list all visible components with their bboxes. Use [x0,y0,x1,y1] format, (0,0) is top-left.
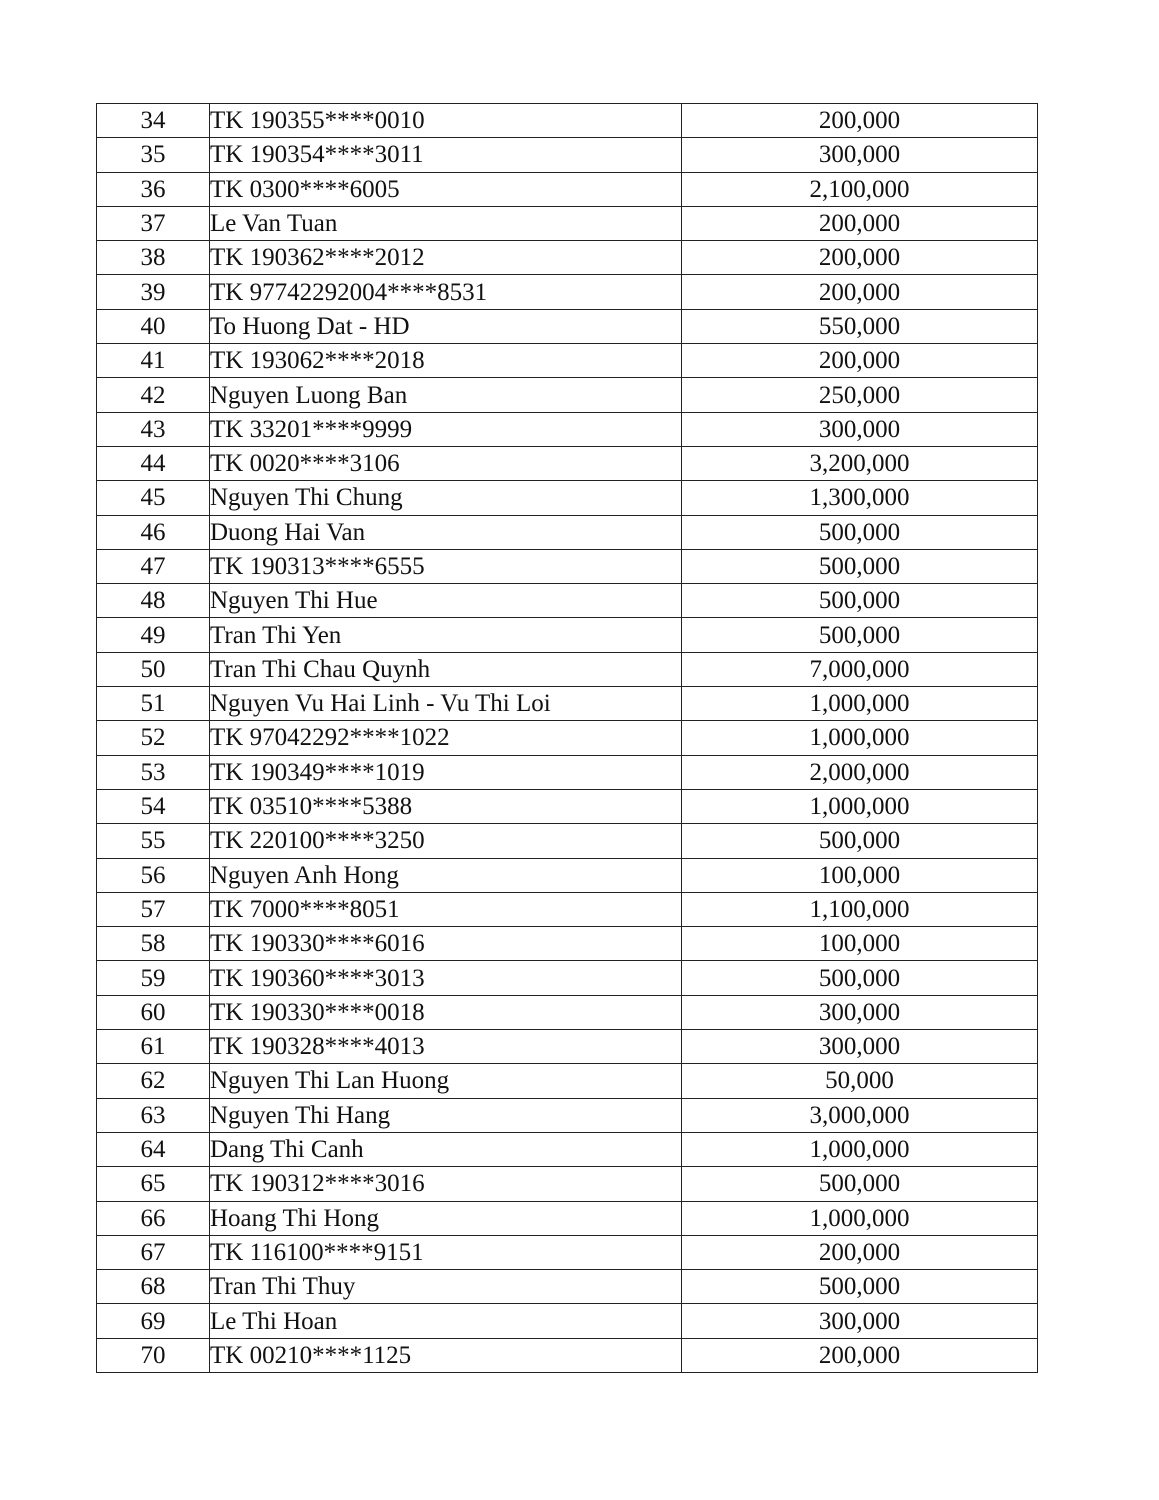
row-number-cell: 62 [97,1064,210,1098]
row-number-cell: 39 [97,275,210,309]
table-row [97,584,1038,618]
amount-cell: 50,000 [682,1064,1038,1098]
amount-cell: 300,000 [682,1304,1038,1338]
donor-name-cell: Duong Hai Van [210,515,682,549]
donor-name-cell: TK 97042292****1022 [210,721,682,755]
row-number-cell: 55 [97,824,210,858]
row-number-cell: 50 [97,652,210,686]
amount-cell: 500,000 [682,824,1038,858]
donor-name-cell: Tran Thi Chau Quynh [210,652,682,686]
donor-name-cell: Le Van Tuan [210,206,682,240]
table-row [97,309,1038,343]
donor-name-cell: Nguyen Thi Lan Huong [210,1064,682,1098]
donor-name-cell: Nguyen Anh Hong [210,858,682,892]
row-number-cell: 34 [97,104,210,138]
donor-name-cell: TK 97742292004****8531 [210,275,682,309]
table-row [97,1235,1038,1269]
donor-name-cell: TK 190355****0010 [210,104,682,138]
row-number-cell: 46 [97,515,210,549]
amount-cell: 300,000 [682,1030,1038,1064]
table-row [97,138,1038,172]
donor-name-cell: TK 7000****8051 [210,892,682,926]
donor-name-cell: TK 190330****0018 [210,995,682,1029]
row-number-cell: 54 [97,789,210,823]
row-number-cell: 58 [97,927,210,961]
donor-name-cell: To Huong Dat - HD [210,309,682,343]
donor-name-cell: TK 220100****3250 [210,824,682,858]
donor-name-cell: TK 0020****3106 [210,446,682,480]
table-row [97,1030,1038,1064]
donor-name-cell: TK 33201****9999 [210,412,682,446]
row-number-cell: 45 [97,481,210,515]
table-row [97,241,1038,275]
table-row [97,549,1038,583]
table-row [97,1167,1038,1201]
table-row [97,206,1038,240]
table-row [97,412,1038,446]
amount-cell: 250,000 [682,378,1038,412]
donor-name-cell: Tran Thi Yen [210,618,682,652]
table-row [97,824,1038,858]
amount-cell: 3,000,000 [682,1098,1038,1132]
donor-name-cell: TK 190313****6555 [210,549,682,583]
donor-name-cell: TK 03510****5388 [210,789,682,823]
table-row [97,995,1038,1029]
amount-cell: 1,000,000 [682,789,1038,823]
row-number-cell: 43 [97,412,210,446]
row-number-cell: 51 [97,687,210,721]
amount-cell: 200,000 [682,241,1038,275]
donor-name-cell: Hoang Thi Hong [210,1201,682,1235]
amount-cell: 7,000,000 [682,652,1038,686]
donation-table-body [97,104,1038,1373]
table-row [97,1270,1038,1304]
table-row [97,1064,1038,1098]
table-row [97,515,1038,549]
donor-name-cell: TK 190354****3011 [210,138,682,172]
donor-name-cell: TK 116100****9151 [210,1235,682,1269]
donation-table [96,103,1038,1373]
row-number-cell: 52 [97,721,210,755]
table-row [97,1304,1038,1338]
amount-cell: 1,300,000 [682,481,1038,515]
donor-name-cell: Nguyen Luong Ban [210,378,682,412]
row-number-cell: 56 [97,858,210,892]
donor-name-cell: Dang Thi Canh [210,1132,682,1166]
amount-cell: 200,000 [682,275,1038,309]
amount-cell: 200,000 [682,1235,1038,1269]
table-row [97,344,1038,378]
table-row [97,721,1038,755]
amount-cell: 3,200,000 [682,446,1038,480]
donor-name-cell: Nguyen Thi Hue [210,584,682,618]
donor-name-cell: TK 190349****1019 [210,755,682,789]
amount-cell: 200,000 [682,104,1038,138]
table-row [97,892,1038,926]
amount-cell: 500,000 [682,961,1038,995]
table-row [97,1201,1038,1235]
donor-name-cell: TK 190360****3013 [210,961,682,995]
table-row [97,1338,1038,1372]
row-number-cell: 38 [97,241,210,275]
table-row [97,172,1038,206]
row-number-cell: 61 [97,1030,210,1064]
amount-cell: 100,000 [682,858,1038,892]
table-row [97,927,1038,961]
row-number-cell: 64 [97,1132,210,1166]
table-row [97,481,1038,515]
amount-cell: 100,000 [682,927,1038,961]
donor-name-cell: TK 00210****1125 [210,1338,682,1372]
row-number-cell: 59 [97,961,210,995]
table-row [97,652,1038,686]
amount-cell: 200,000 [682,1338,1038,1372]
row-number-cell: 42 [97,378,210,412]
row-number-cell: 66 [97,1201,210,1235]
amount-cell: 2,100,000 [682,172,1038,206]
row-number-cell: 70 [97,1338,210,1372]
table-row [97,789,1038,823]
row-number-cell: 47 [97,549,210,583]
row-number-cell: 41 [97,344,210,378]
table-row [97,1098,1038,1132]
amount-cell: 500,000 [682,549,1038,583]
amount-cell: 1,000,000 [682,1201,1038,1235]
row-number-cell: 69 [97,1304,210,1338]
row-number-cell: 35 [97,138,210,172]
amount-cell: 500,000 [682,515,1038,549]
row-number-cell: 68 [97,1270,210,1304]
amount-cell: 500,000 [682,1167,1038,1201]
donor-name-cell: TK 0300****6005 [210,172,682,206]
amount-cell: 200,000 [682,206,1038,240]
row-number-cell: 57 [97,892,210,926]
table-row [97,275,1038,309]
amount-cell: 200,000 [682,344,1038,378]
donor-name-cell: Nguyen Vu Hai Linh - Vu Thi Loi [210,687,682,721]
amount-cell: 2,000,000 [682,755,1038,789]
donor-name-cell: TK 190362****2012 [210,241,682,275]
donor-name-cell: Nguyen Thi Hang [210,1098,682,1132]
table-row [97,858,1038,892]
table-row [97,446,1038,480]
amount-cell: 1,000,000 [682,1132,1038,1166]
donor-name-cell: Tran Thi Thuy [210,1270,682,1304]
amount-cell: 550,000 [682,309,1038,343]
table-row [97,961,1038,995]
amount-cell: 500,000 [682,584,1038,618]
donor-name-cell: TK 190330****6016 [210,927,682,961]
row-number-cell: 53 [97,755,210,789]
amount-cell: 300,000 [682,412,1038,446]
row-number-cell: 60 [97,995,210,1029]
row-number-cell: 49 [97,618,210,652]
row-number-cell: 36 [97,172,210,206]
row-number-cell: 63 [97,1098,210,1132]
row-number-cell: 65 [97,1167,210,1201]
amount-cell: 300,000 [682,138,1038,172]
table-row [97,687,1038,721]
table-row [97,378,1038,412]
table-row [97,104,1038,138]
amount-cell: 300,000 [682,995,1038,1029]
amount-cell: 1,100,000 [682,892,1038,926]
donor-name-cell: TK 193062****2018 [210,344,682,378]
table-row [97,755,1038,789]
donor-name-cell: Le Thi Hoan [210,1304,682,1338]
donor-name-cell: TK 190328****4013 [210,1030,682,1064]
table-row [97,1132,1038,1166]
amount-cell: 1,000,000 [682,721,1038,755]
donor-name-cell: Nguyen Thi Chung [210,481,682,515]
row-number-cell: 37 [97,206,210,240]
table-row [97,618,1038,652]
row-number-cell: 67 [97,1235,210,1269]
amount-cell: 500,000 [682,1270,1038,1304]
row-number-cell: 44 [97,446,210,480]
donor-name-cell: TK 190312****3016 [210,1167,682,1201]
row-number-cell: 48 [97,584,210,618]
amount-cell: 500,000 [682,618,1038,652]
amount-cell: 1,000,000 [682,687,1038,721]
row-number-cell: 40 [97,309,210,343]
